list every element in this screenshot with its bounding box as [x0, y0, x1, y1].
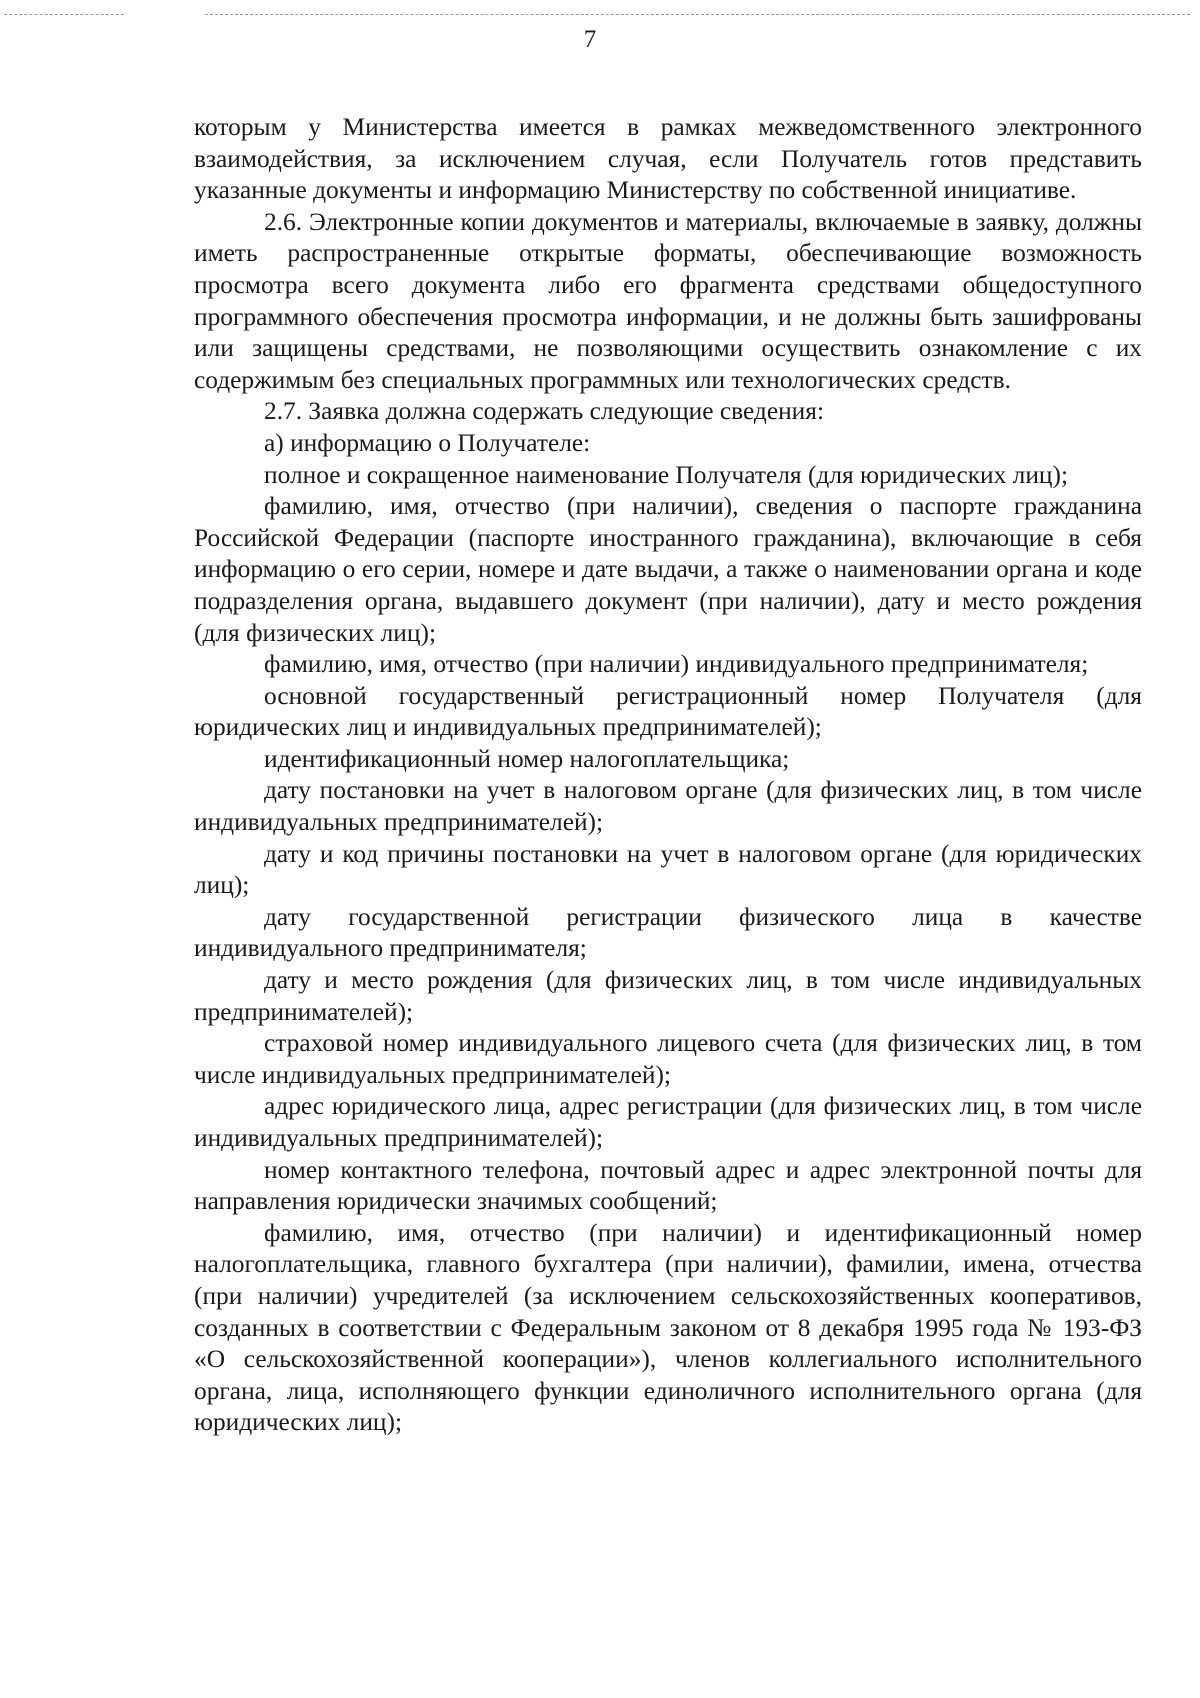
list-item: страховой номер индивидуального лицевого счета (для физических лиц, в том числе индивидуальных предпринимателей); — [194, 1029, 1142, 1089]
list-item: фамилию, имя, отчество (при наличии) индивидуального предпринимателя; — [264, 650, 1089, 679]
scan-edge-right — [205, 14, 1190, 15]
list-item: основной государственный регистрационный номер Получателя (для юридических лиц и индивидуальных предпринимателей); — [194, 681, 1142, 742]
paragraph-2-6: 2.6. Электронные копии документов и материалы, включаемые в заявку, должны иметь распространенные открытые форматы, обеспечивающие возможность просмотра всего документа либо его фрагмента средствами общедоступного программного обеспечения просмотра информации, и не должны быть зашифрованы или защищены средствами, не позволяющими осуществить ознакомление с их содержимым без специальных программных или технологических средств. — [194, 207, 1142, 394]
list-item: дату постановки на учет в налоговом органе (для физических лиц, в том числе индивидуальных предпринимателей); — [194, 776, 1142, 837]
list-item: фамилию, имя, отчество (при наличии), сведения о паспорте гражданина Российской Федерации (паспорте иностранного гражданина), включающие в себя информацию о его серии, номере и дате выдачи, а также о наименовании органа и коде подразделения органа, выдавшего документ (при наличии), дату и место рождения (для физических лиц); — [194, 492, 1142, 647]
list-item: фамилию, имя, отчество (при наличии) и идентификационный номер налогоплательщика, главного бухгалтера (при наличии), фамилии, имена, отчества (при наличии) учредителей (за исключением сельскохозяйственных кооперативов, созданных в соответствии с Федеральным законом от 8 декабря 1995 года № 193-ФЗ «О сельскохозяйственной кооперации»), членов коллегиального исполнительного органа, лица, исполняющего функции единоличного исполнительного органа (для юридических лиц); — [194, 1218, 1142, 1437]
list-item: идентификационный номер налогоплательщика; — [264, 744, 790, 773]
list-item: полное и сокращенное наименование Получателя (для юридических лиц); — [264, 460, 1069, 489]
scan-edge-left — [4, 14, 124, 15]
paragraph-2-7: 2.7. Заявка должна содержать следующие сведения: — [264, 397, 825, 426]
paragraph-continuation: которым у Министерства имеется в рамках межведомственного электронного взаимодействия, за исключением случая, если Получатель готов представить указанные документы и информацию Министерству по собственной инициативе. — [194, 113, 1142, 205]
paragraph-item-a: а) информацию о Получателе: — [264, 428, 591, 457]
list-item: номер контактного телефона, почтовый адрес и адрес электронной почты для направления юридически значимых сообщений; — [194, 1155, 1142, 1216]
page-number: 7 — [583, 26, 597, 53]
list-item: дату государственной регистрации физического лица в качестве индивидуального предпринимателя; — [194, 902, 1142, 963]
document-body — [194, 112, 1142, 1439]
list-item: дату и код причины постановки на учет в налоговом органе (для юридических лиц); — [194, 839, 1142, 900]
list-item: адрес юридического лица, адрес регистрации (для физических лиц, в том числе индивидуальных предпринимателей); — [194, 1092, 1142, 1152]
list-item: дату и место рождения (для физических лиц, в том числе индивидуальных предпринимателей); — [194, 966, 1142, 1026]
